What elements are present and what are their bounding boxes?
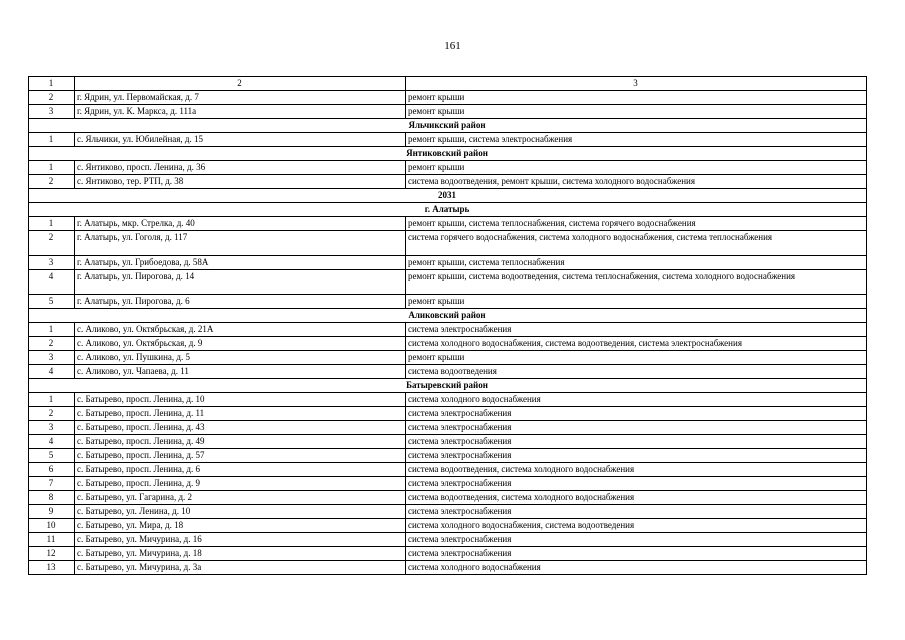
address-cell: с. Батырево, просп. Ленина, д. 43 — [75, 421, 406, 435]
works-cell: система электроснабжения — [406, 407, 867, 421]
row-number-cell: 5 — [29, 295, 75, 309]
row-number-cell: 7 — [29, 477, 75, 491]
works-cell: система электроснабжения — [406, 547, 867, 561]
works-cell: ремонт крыши, система водоотведения, система теплоснабжения, система холодного водоснабжения — [406, 270, 867, 295]
address-cell: г. Ядрин, ул. Первомайская, д. 7 — [75, 91, 406, 105]
address-cell: с. Батырево, просп. Ленина, д. 11 — [75, 407, 406, 421]
row-number-cell: 2 — [29, 337, 75, 351]
row-number-cell: 4 — [29, 270, 75, 295]
section-header-row — [29, 147, 867, 161]
table-row — [29, 351, 867, 365]
works-cell: ремонт крыши — [406, 351, 867, 365]
section-header-row — [29, 379, 867, 393]
row-number-cell: 2 — [29, 175, 75, 189]
address-cell: г. Ядрин, ул. К. Маркса, д. 111а — [75, 105, 406, 119]
address-cell: с. Батырево, ул. Ленина, д. 10 — [75, 505, 406, 519]
works-cell: ремонт крыши — [406, 91, 867, 105]
address-cell: с. Батырево, просп. Ленина, д. 57 — [75, 449, 406, 463]
row-number-cell: 1 — [29, 133, 75, 147]
table-row — [29, 435, 867, 449]
address-cell: с. Батырево, ул. Гагарина, д. 2 — [75, 491, 406, 505]
row-number-cell: 2 — [29, 231, 75, 256]
works-cell: ремонт крыши — [406, 161, 867, 175]
section-header-row — [29, 203, 867, 217]
table-row — [29, 133, 867, 147]
table-row — [29, 231, 867, 256]
address-cell: с. Батырево, просп. Ленина, д. 49 — [75, 435, 406, 449]
works-cell: система электроснабжения — [406, 435, 867, 449]
section-header-row — [29, 309, 867, 323]
works-cell: система электроснабжения — [406, 477, 867, 491]
row-number-cell: 3 — [29, 105, 75, 119]
address-cell: г. Алатырь, мкр. Стрелка, д. 40 — [75, 217, 406, 231]
address-cell: с. Янтиково, просп. Ленина, д. 36 — [75, 161, 406, 175]
table-row — [29, 323, 867, 337]
page-number: 161 — [444, 40, 461, 52]
works-cell: ремонт крыши, система теплоснабжения — [406, 256, 867, 270]
table-row — [29, 463, 867, 477]
row-number-cell: 12 — [29, 547, 75, 561]
table-row — [29, 519, 867, 533]
table-row — [29, 561, 867, 575]
works-cell: система электроснабжения — [406, 505, 867, 519]
works-cell: система электроснабжения — [406, 449, 867, 463]
row-number-cell: 2 — [29, 91, 75, 105]
section-title: Янтиковский район — [29, 147, 867, 161]
header-cell-address: 2 — [75, 77, 406, 91]
works-cell: система холодного водоснабжения, система водоотведения — [406, 519, 867, 533]
address-cell: с. Батырево, просп. Ленина, д. 6 — [75, 463, 406, 477]
table-row — [29, 407, 867, 421]
works-cell: ремонт крыши — [406, 105, 867, 119]
section-title: 2031 — [29, 189, 867, 203]
address-cell: с. Батырево, ул. Мичурина, д. 16 — [75, 533, 406, 547]
row-number-cell: 6 — [29, 463, 75, 477]
address-cell: г. Алатырь, ул. Пирогова, д. 14 — [75, 270, 406, 295]
works-cell: система горячего водоснабжения, система холодного водоснабжения, система теплоснабжения — [406, 231, 867, 256]
row-number-cell: 1 — [29, 161, 75, 175]
section-header-row — [29, 119, 867, 133]
row-number-cell: 4 — [29, 365, 75, 379]
table-row — [29, 393, 867, 407]
row-number-cell: 1 — [29, 217, 75, 231]
row-number-cell: 1 — [29, 393, 75, 407]
row-number-cell: 13 — [29, 561, 75, 575]
row-number-cell: 1 — [29, 323, 75, 337]
section-title: Яльчикский район — [29, 119, 867, 133]
table-row — [29, 477, 867, 491]
address-cell: с. Янтиково, тер. РТП, д. 38 — [75, 175, 406, 189]
table-row — [29, 337, 867, 351]
section-title: г. Алатырь — [29, 203, 867, 217]
works-cell: система водоотведения, система холодного водоснабжения — [406, 491, 867, 505]
header-cell-number: 1 — [29, 77, 75, 91]
table-row — [29, 295, 867, 309]
works-cell: система электроснабжения — [406, 323, 867, 337]
address-cell: г. Алатырь, ул. Гоголя, д. 117 — [75, 231, 406, 256]
row-number-cell: 4 — [29, 435, 75, 449]
row-number-cell: 2 — [29, 407, 75, 421]
header-cell-works: 3 — [406, 77, 867, 91]
table-row — [29, 256, 867, 270]
works-cell: система холодного водоснабжения — [406, 561, 867, 575]
address-cell: с. Батырево, ул. Мичурина, д. 18 — [75, 547, 406, 561]
table-row — [29, 105, 867, 119]
table-row — [29, 491, 867, 505]
table-row — [29, 505, 867, 519]
row-number-cell: 10 — [29, 519, 75, 533]
address-cell: с. Батырево, ул. Мичурина, д. 3а — [75, 561, 406, 575]
table-row — [29, 270, 867, 295]
row-number-cell: 3 — [29, 256, 75, 270]
address-cell: с. Батырево, просп. Ленина, д. 9 — [75, 477, 406, 491]
table-row — [29, 175, 867, 189]
address-cell: с. Яльчики, ул. Юбилейная, д. 15 — [75, 133, 406, 147]
works-cell: система водоотведения — [406, 365, 867, 379]
table-row — [29, 421, 867, 435]
address-cell: с. Аликово, ул. Октябрьская, д. 21А — [75, 323, 406, 337]
works-cell: ремонт крыши, система теплоснабжения, система горячего водоснабжения — [406, 217, 867, 231]
address-cell: с. Аликово, ул. Чапаева, д. 11 — [75, 365, 406, 379]
table-row — [29, 161, 867, 175]
table-row — [29, 217, 867, 231]
address-cell: с. Батырево, ул. Мира, д. 18 — [75, 519, 406, 533]
table-row — [29, 91, 867, 105]
works-cell: система водоотведения, система холодного водоснабжения — [406, 463, 867, 477]
table-row — [29, 365, 867, 379]
address-cell: с. Аликово, ул. Пушкина, д. 5 — [75, 351, 406, 365]
address-cell: г. Алатырь, ул. Грибоедова, д. 58А — [75, 256, 406, 270]
works-cell: система холодного водоснабжения — [406, 393, 867, 407]
works-cell: система электроснабжения — [406, 421, 867, 435]
table-row — [29, 547, 867, 561]
row-number-cell: 9 — [29, 505, 75, 519]
address-cell: с. Батырево, просп. Ленина, д. 10 — [75, 393, 406, 407]
works-cell: система холодного водоснабжения, система водоотведения, система электроснабжения — [406, 337, 867, 351]
address-cell: г. Алатырь, ул. Пирогова, д. 6 — [75, 295, 406, 309]
works-cell: ремонт крыши — [406, 295, 867, 309]
table-row — [29, 533, 867, 547]
works-cell: система водоотведения, ремонт крыши, система холодного водоснабжения — [406, 175, 867, 189]
works-cell: система электроснабжения — [406, 533, 867, 547]
works-table-body — [29, 77, 867, 575]
section-title: Аликовский район — [29, 309, 867, 323]
table-header-row — [29, 77, 867, 91]
row-number-cell: 3 — [29, 351, 75, 365]
section-header-row — [29, 189, 867, 203]
table-row — [29, 449, 867, 463]
row-number-cell: 11 — [29, 533, 75, 547]
row-number-cell: 8 — [29, 491, 75, 505]
row-number-cell: 3 — [29, 421, 75, 435]
section-title: Батыревский район — [29, 379, 867, 393]
works-table — [28, 76, 867, 575]
address-cell: с. Аликово, ул. Октябрьская, д. 9 — [75, 337, 406, 351]
row-number-cell: 5 — [29, 449, 75, 463]
works-cell: ремонт крыши, система электроснабжения — [406, 133, 867, 147]
